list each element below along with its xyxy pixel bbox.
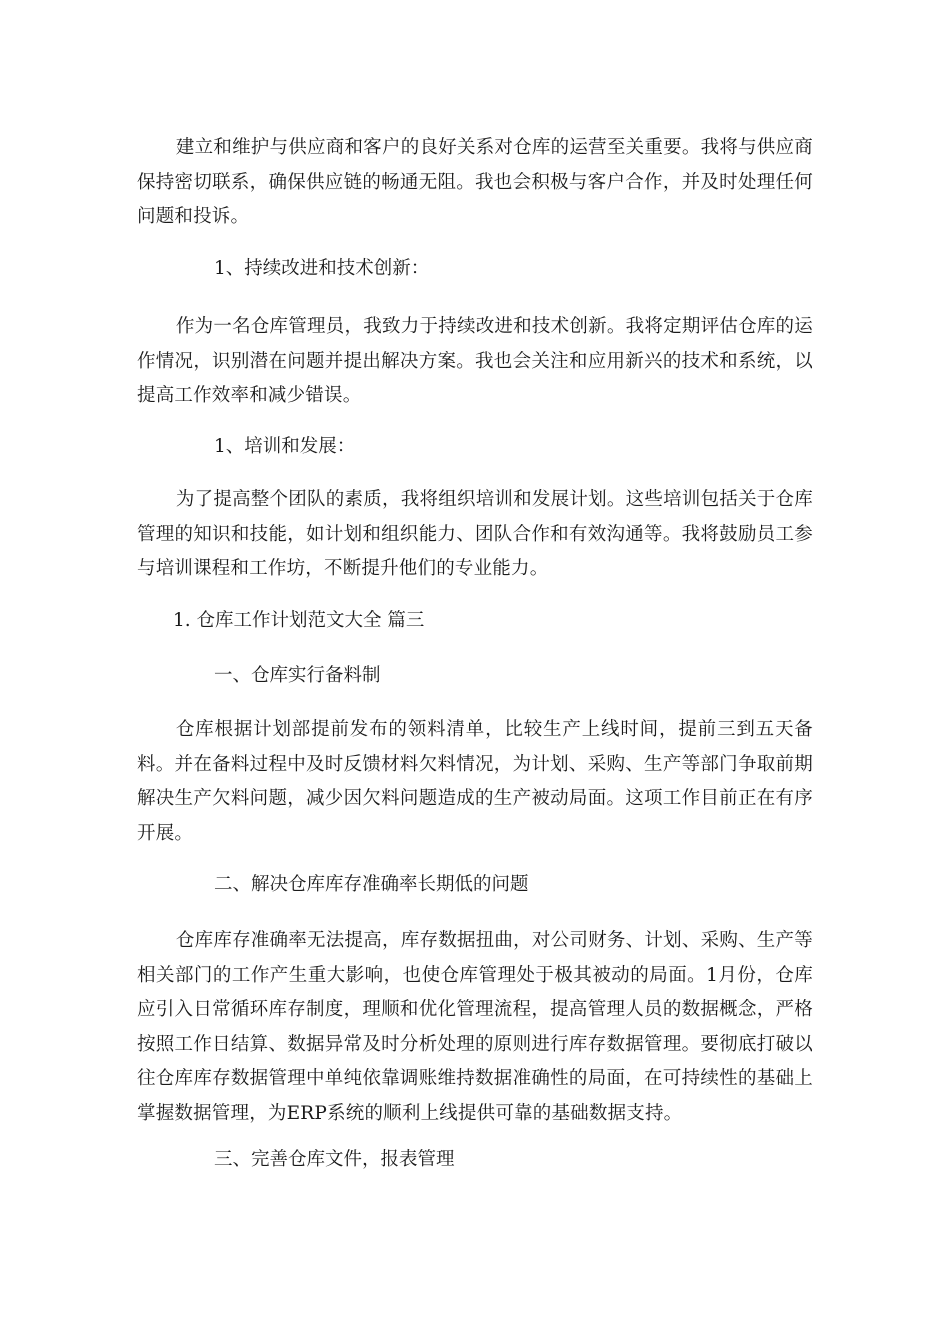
paragraph-training: 为了提高整个团队的素质，我将组织培训和发展计划。这些培训包括关于仓库管理的知识和技能，如计划和组织能力、团队合作和有效沟通等。我将鼓励员工参与培训课程和工作坊，不断提升他们的专业能力。 [137,489,813,579]
heading-continuous-improvement: 1、持续改进和技术创新： [214,258,430,279]
paragraph-material-preparation: 仓库根据计划部提前发布的领料清单，比较生产上线时间，提前三到五天备料。并在备料过程中及时反馈材料欠料情况，为计划、采购、生产等部门争取前期解决生产欠料问题，减少因欠料问题造成的生产被动局面。这项工作目前正在有序开展。 [137,719,813,844]
heading-material-preparation: 一、仓库实行备料制 [214,665,381,686]
paragraph-continuous-improvement: 作为一名仓库管理员，我致力于持续改进和技术创新。我将定期评估仓库的运作情况，识别潜在问题并提出解决方案。我也会关注和应用新兴的技术和系统，以提高工作效率和减少错误。 [137,316,813,406]
heading-inventory-accuracy: 二、解决仓库库存准确率长期低的问题 [214,874,529,895]
heading-document-management: 三、完善仓库文件，报表管理 [214,1149,455,1170]
section-title-part-three: 1. 仓库工作计划范文大全 篇三 [173,610,425,631]
paragraph-supplier-relations: 建立和维护与供应商和客户的良好关系对仓库的运营至关重要。我将与供应商保持密切联系，确保供应链的畅通无阻。我也会积极与客户合作，并及时处理任何问题和投诉。 [137,137,813,227]
heading-training: 1、培训和发展： [214,436,356,457]
paragraph-inventory-accuracy: 仓库库存准确率无法提高，库存数据扭曲，对公司财务、计划、采购、生产等相关部门的工作产生重大影响，也使仓库管理处于极其被动的局面。1月份，仓库应引入日常循环库存制度，理顺和优化管理流程，提高管理人员的数据概念，严格按照工作日结算、数据异常及时分析处理的原则进行库存数据管理。要彻底打破以往仓库库存数据管理中单纯依靠调账维持数据准确性的局面，在可持续性的基础上掌握数据管理，为ERP系统的顺利上线提供可靠的基础数据支持。 [137,930,813,1124]
